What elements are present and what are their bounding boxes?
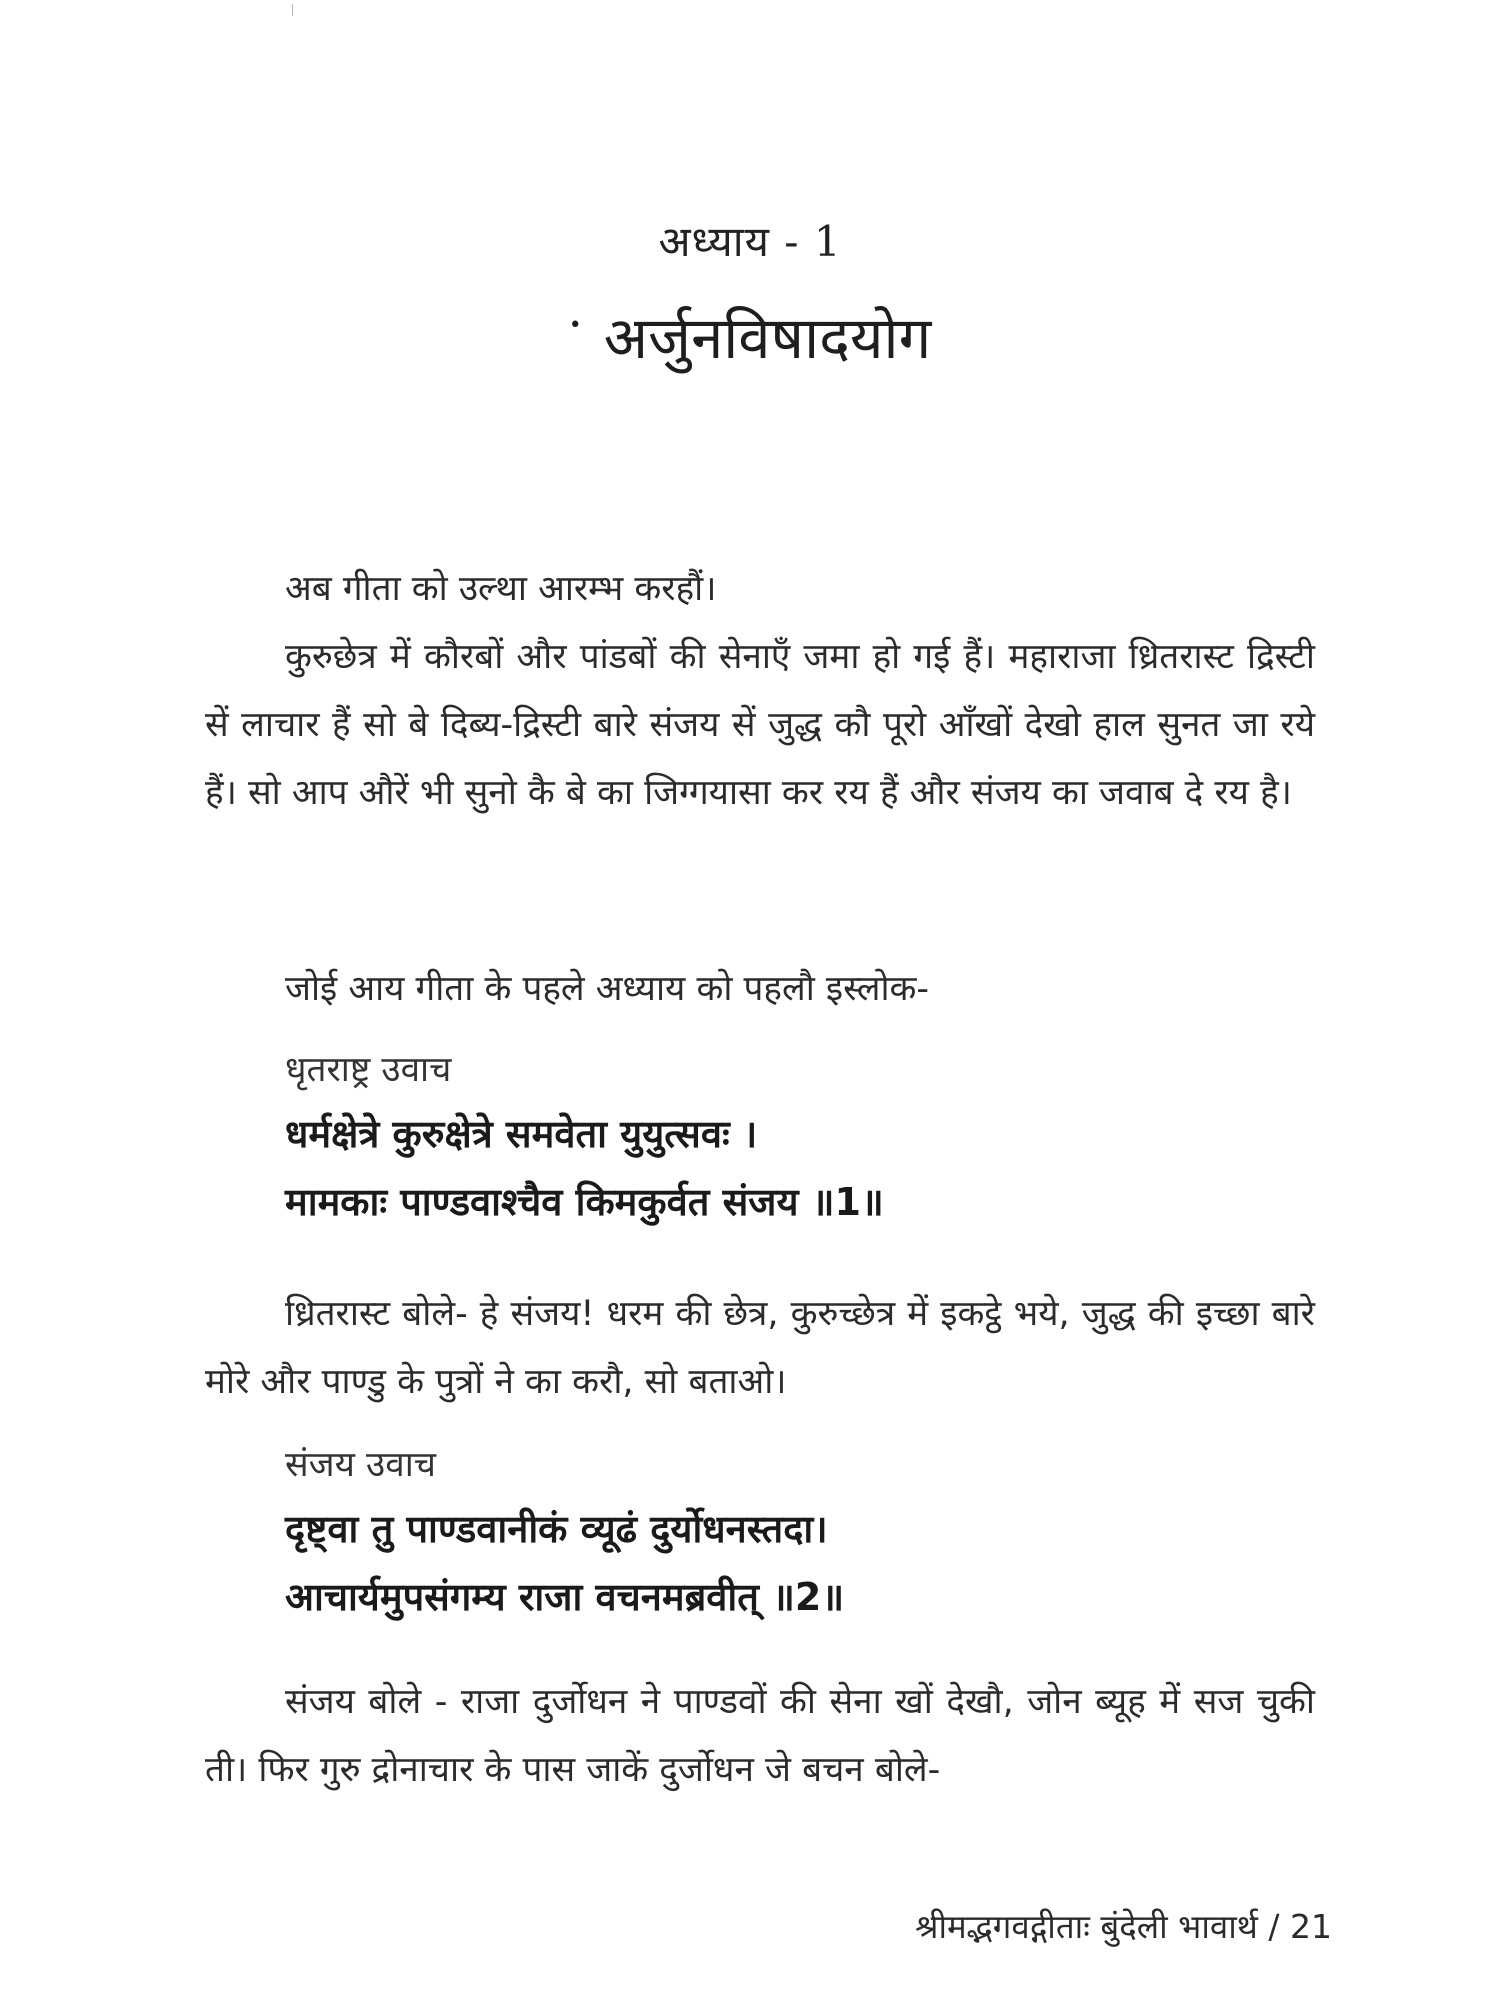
verse-2-speaker: संजय उवाच: [285, 1445, 436, 1485]
verse-1-line-1: धर्मक्षेत्रे कुरुक्षेत्रे समवेता युयुत्सवः ।: [285, 1112, 758, 1156]
verse-1: [285, 1040, 1285, 1236]
page-edge-mark: [292, 4, 293, 16]
title-bullet-mark: •: [568, 313, 582, 338]
verse-1-speaker: धृतराष्ट्र उवाच: [285, 1050, 452, 1090]
verse-2: [285, 1435, 1285, 1631]
shloka-intro-line: जोई आय गीता के पहले अध्याय को पहलौ इस्लोक-: [285, 969, 930, 1009]
verse-2-line-1: दृष्ट्वा तु पाण्डवानीकं व्यूढं दुर्योधनस्तदा।: [285, 1507, 828, 1551]
verse-1-meaning: [205, 1280, 1315, 1416]
footer-book-title: श्रीमद्भगवद्गीताः बुंदेली भावार्थ: [915, 1907, 1258, 1946]
intro-paragraph-2: कुरुछेत्र में कौरबों और पांडबों की सेनाएँ जमा हो गई हैं। महाराजा ध्रितरास्ट द्रिस्टी सें लाचार हैं सो बे दिब्य-द्रिस्टी बारे संजय सें जुद्ध कौ पूरो आँखों देखो हाल सुनत जा रये हैं। सो आप औरें भी सुनो कै बे का जिग्गयासा कर रय हैं और संजय का जवाब दे रय है।: [205, 637, 1315, 813]
verse-1-line-2: मामकाः पाण्डवाश्चैव किमकुर्वत संजय ॥1॥: [285, 1180, 884, 1224]
footer-separator: /: [1268, 1907, 1280, 1946]
footer-page-number: 21: [1290, 1907, 1332, 1946]
page-footer: [915, 1903, 1332, 1948]
intro-paragraph-1: अब गीता को उल्था आरम्भ करहौं।: [285, 569, 717, 609]
verse-1-meaning-text: ध्रितरास्ट बोले- हे संजय! धरम की छेत्र, कुरुच्छेत्र में इकट्ठे भये, जुद्ध की इच्छा बारे मोरे और पाण्डु के पुत्रों ने का करौ, सो बताओ।: [205, 1294, 1315, 1402]
chapter-title: अर्जुनविषादयोग: [603, 304, 932, 372]
chapter-title-line: [0, 296, 1500, 375]
verse-2-meaning-text: संजय बोले - राजा दुर्जोधन ने पाण्डवों की सेना खों देखौ, जोन ब्यूह में सज चुकी ती। फिर गुरु द्रोनाचार के पास जाकें दुर्जोधन जे बचन बोले-: [205, 1682, 1315, 1790]
verse-2-meaning: [205, 1668, 1315, 1804]
verse-2-line-2: आचार्यमुपसंगम्य राजा वचनमब्रवीत् ॥2॥: [285, 1575, 845, 1619]
intro-section: [205, 555, 1315, 827]
chapter-number: अध्याय - 1: [658, 217, 842, 266]
